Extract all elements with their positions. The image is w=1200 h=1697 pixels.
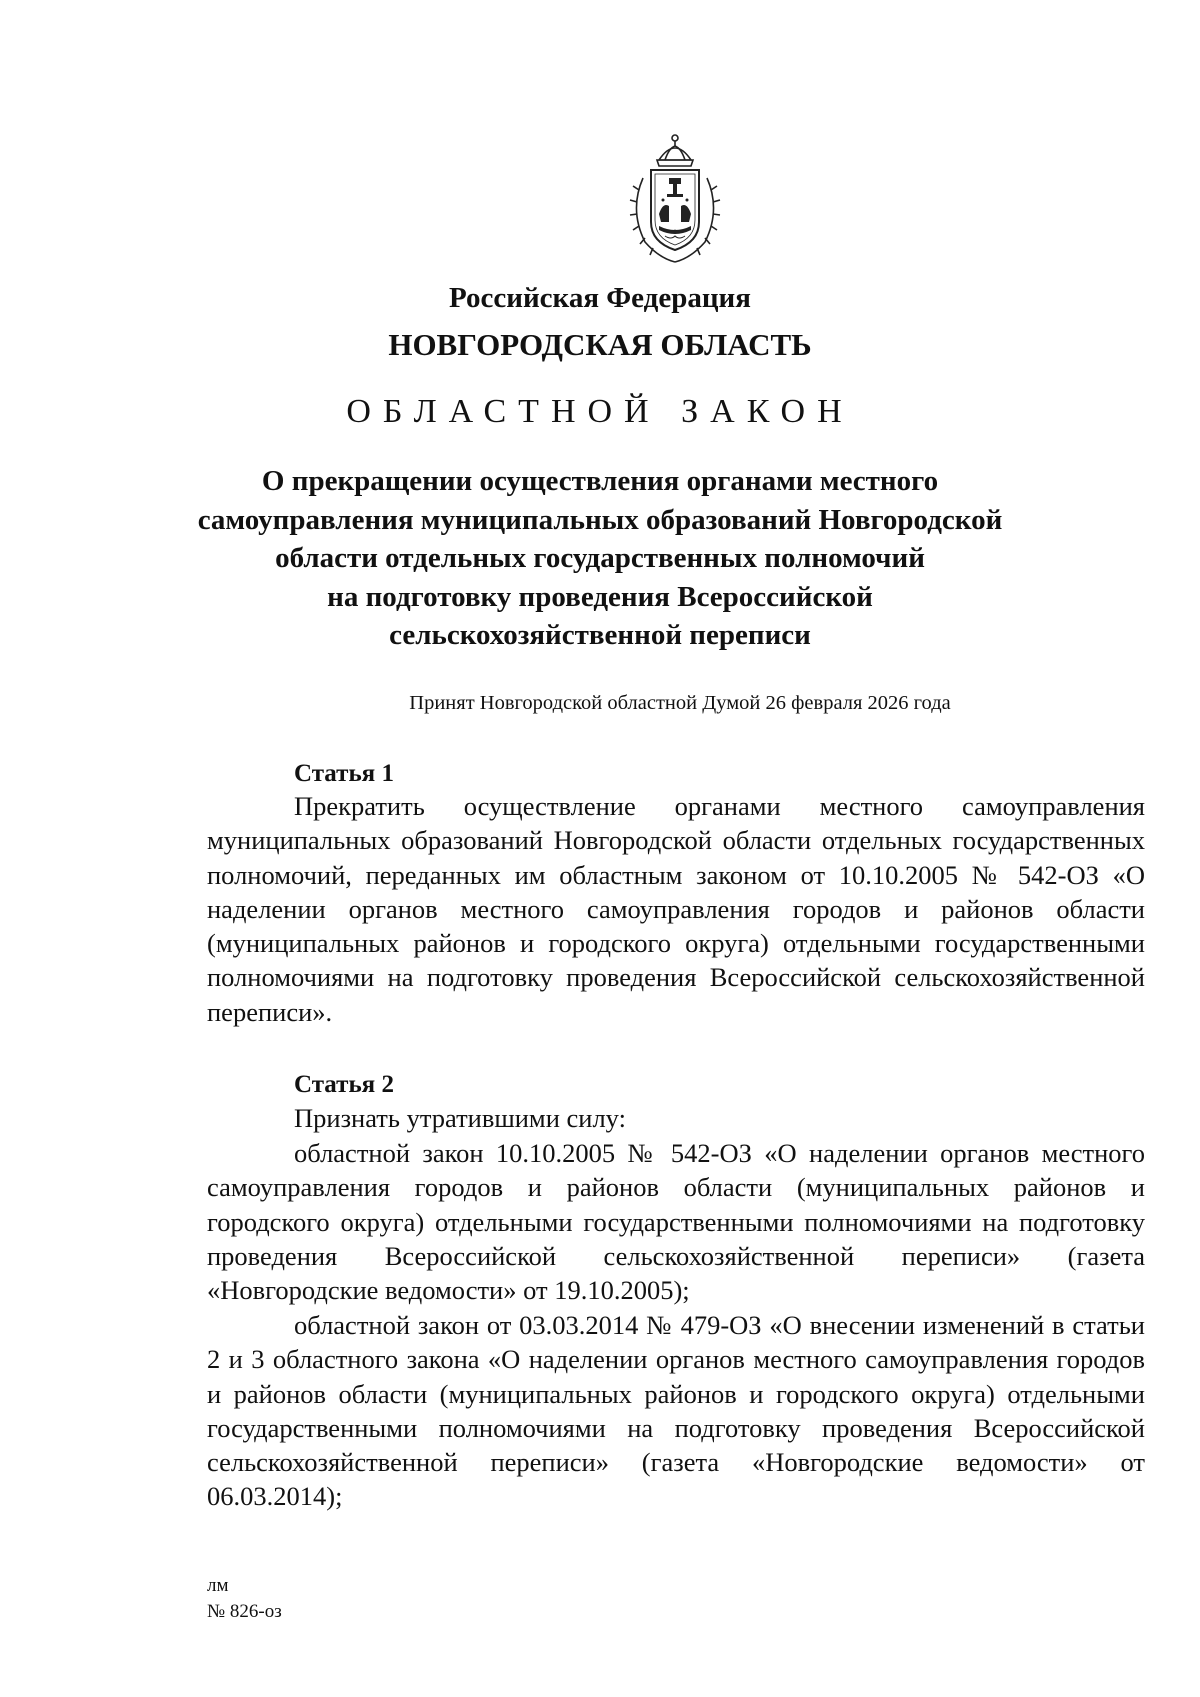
federation-label: Российская Федерация [449,282,751,314]
law-title [0,462,1200,655]
footer-number: № 826-оз [207,1601,282,1622]
region-label: НОВГОРОДСКАЯ ОБЛАСТЬ [388,327,812,362]
law-title-line: сельскохозяйственной переписи [389,619,811,651]
law-title-line: О прекращении осуществления органами местного [261,465,939,497]
law-title-line: самоуправления муниципальных образований Новгородской [197,503,1003,536]
adoption-note: Принят Новгородской областной Думой 26 февраля 2026 года [409,692,951,714]
law-title-line: области отдельных государственных полномочий [275,542,925,574]
footer-initials: лм [207,1575,229,1596]
article-2-item-2: областной закон от 03.03.2014 № 479-ОЗ «О внесении изменений в статьи 2 и 3 областного закона «О наделении органов местного самоуправления городов и районов области (муниципальных районов и городского округа) отдельными государственными полномочиями на подготовку проведения Всероссийской сельскохозяйственной переписи» (газета «Новгородские ведомости» от 06.03.2014); [207,1310,1145,1512]
law-title-line: на подготовку проведения Всероссийской [327,580,873,613]
article-2-heading: Статья 2 [294,1071,394,1098]
document-type: ОБЛАСТНОЙ ЗАКОН [346,393,854,430]
article-1-text: Прекратить осуществление органами местного самоуправления муниципальных образований Новгородской области отдельных государственных полномочий, переданных им областным законом от 10.10.2005 № 542-ОЗ «О наделении органов местного самоуправления городов и районов области (муниципальных районов и городского округа) отдельными государственными полномочиями на подготовку проведения Всероссийской сельскохозяйственной переписи». [207,791,1145,1027]
article-1-heading: Статья 1 [294,760,394,787]
article-2-intro: Признать утратившими силу: [294,1103,626,1133]
article-2-item-1: областной закон 10.10.2005 № 542-ОЗ «О наделении органов местного самоуправления городов и районов области (муниципальных районов и городского округа) отдельными государственными полномочиями на подготовку проведения Всероссийской сельскохозяйственной переписи» (газета «Новгородские ведомости» от 19.10.2005); [207,1138,1145,1306]
document-footer [207,1573,282,1625]
coat-of-arms-icon [619,130,731,270]
